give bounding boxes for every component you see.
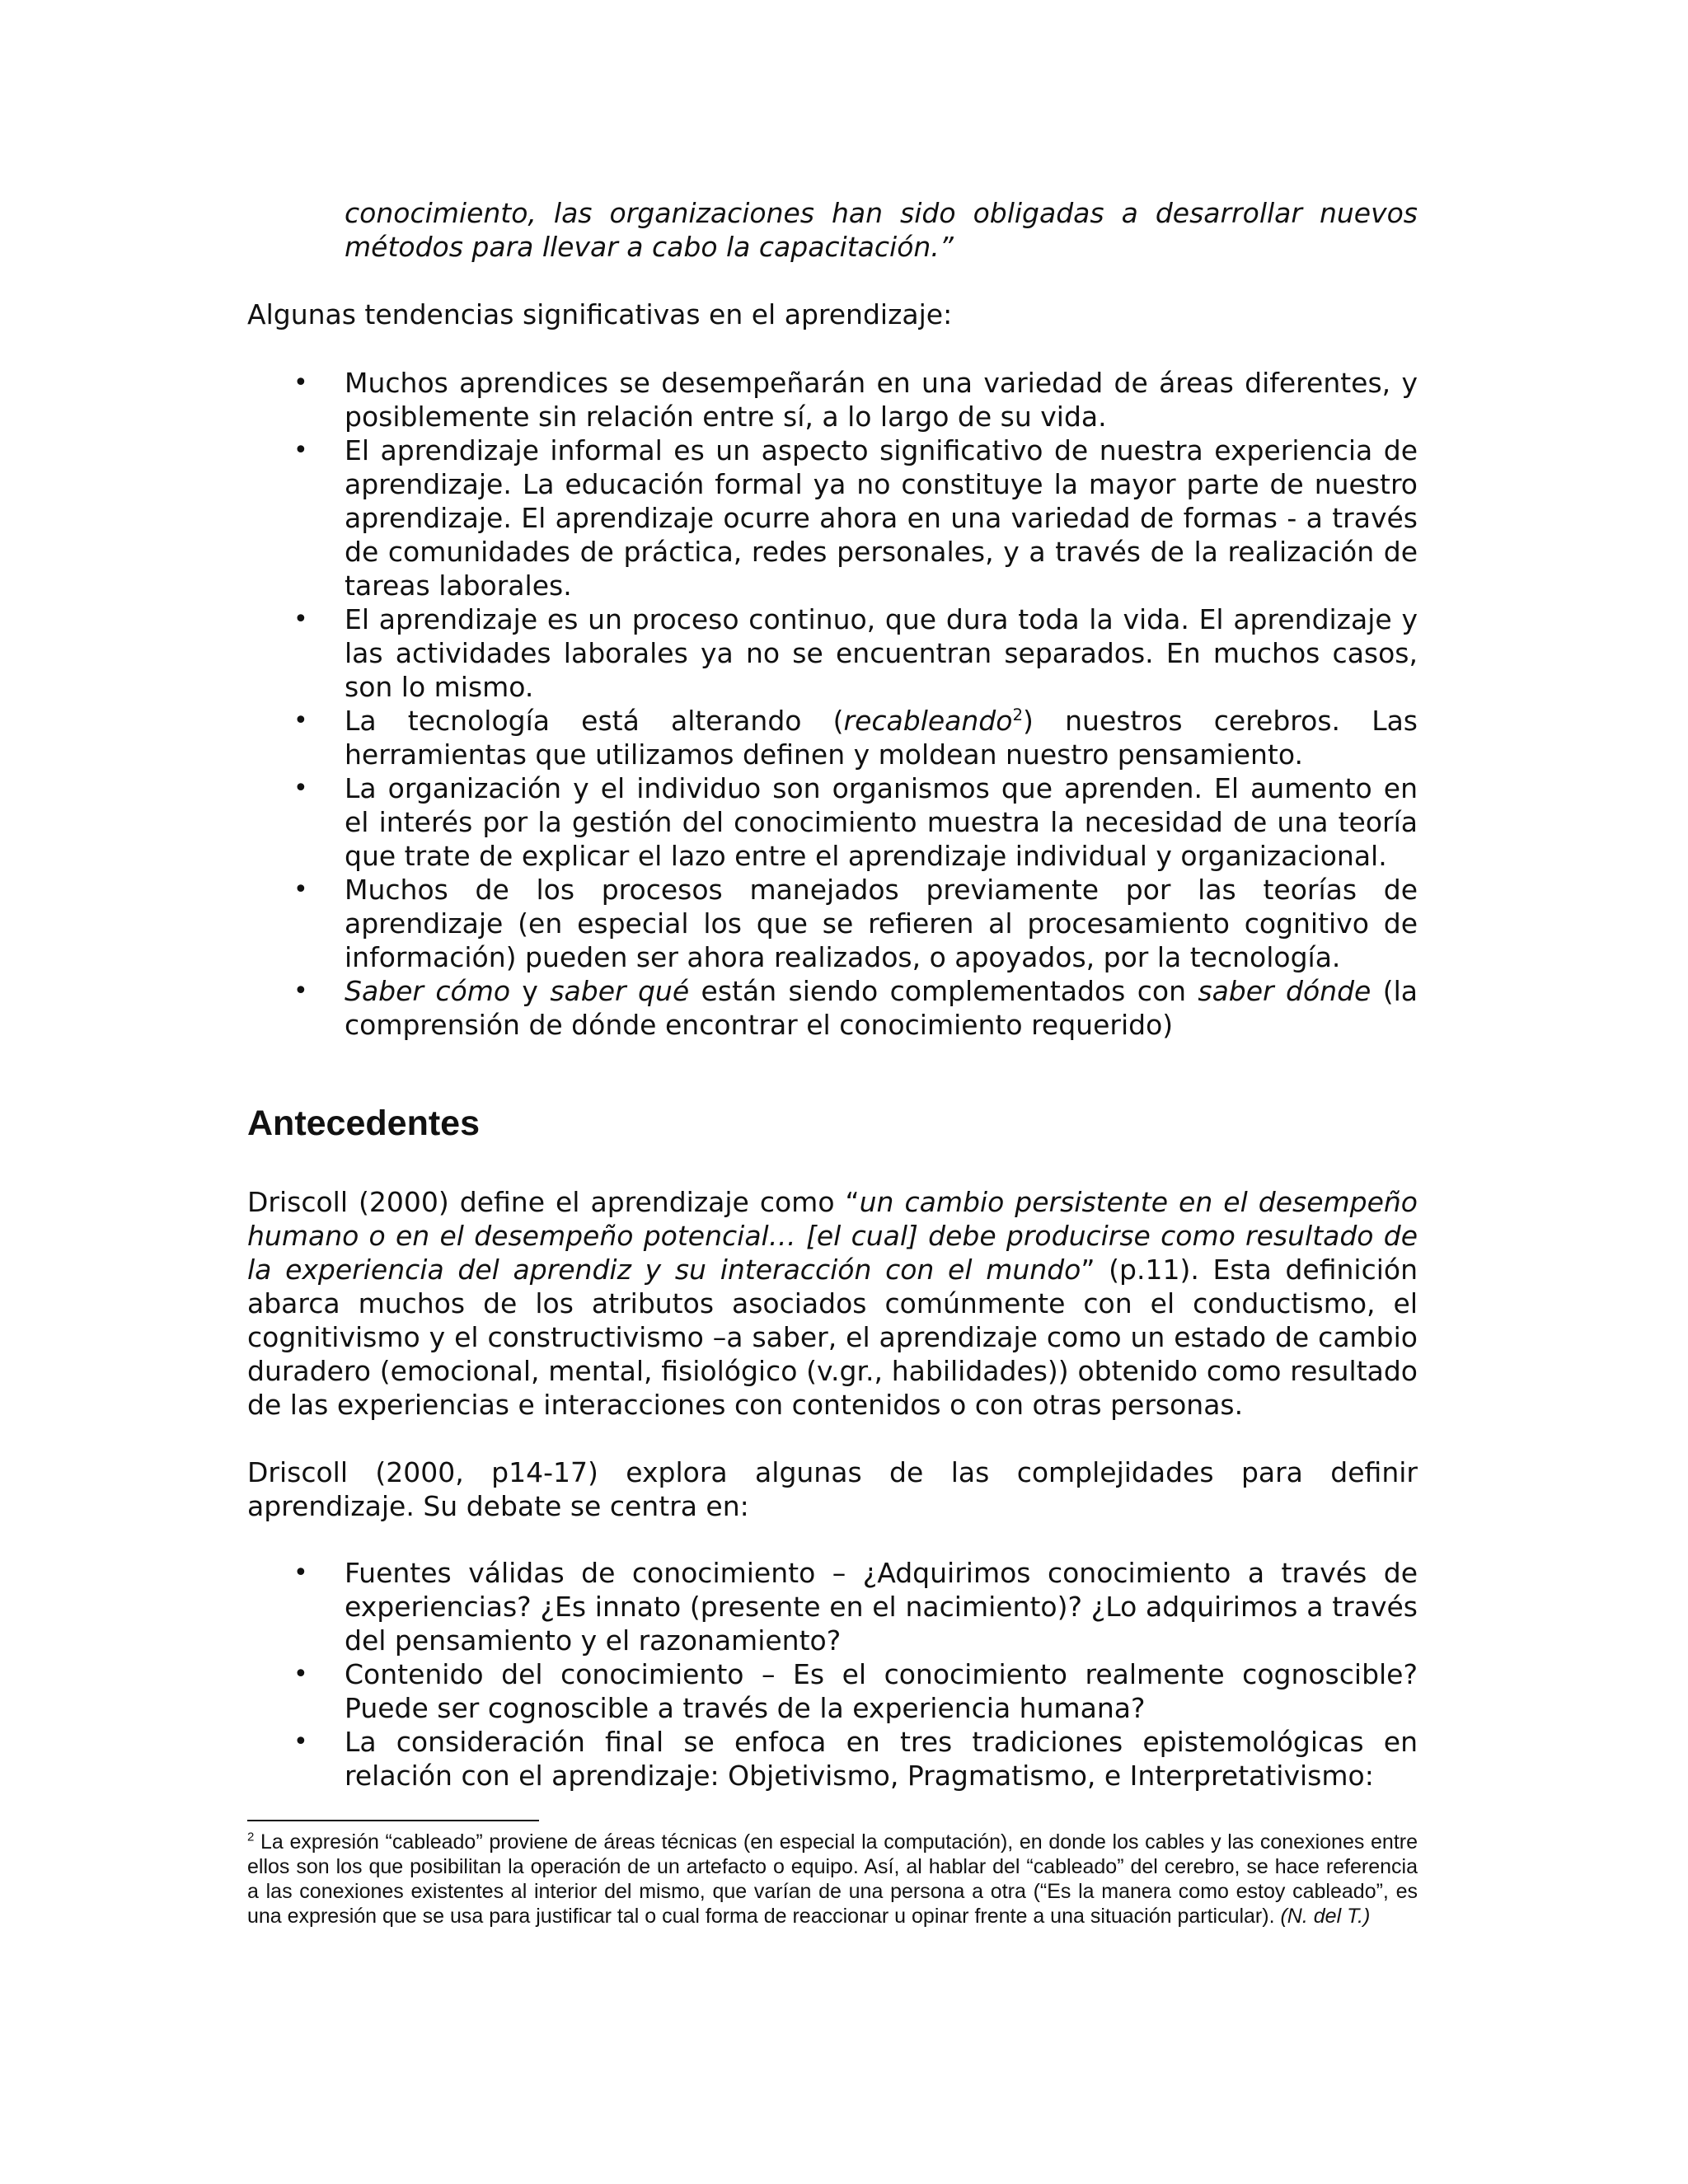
debate-list bbox=[247, 1556, 1418, 1793]
footnote-reference[interactable]: 2 bbox=[1012, 705, 1024, 724]
list-item-text: (la comprensión de dónde encontrar el conocimiento requerido) bbox=[345, 975, 1418, 1041]
emphasis-saber-como: Saber cómo bbox=[345, 975, 511, 1007]
bullet-icon: • bbox=[293, 368, 308, 397]
list-item-text: La consideración final se enfoca en tres tradiciones epistemológicas en relación con el aprendizaje: Objetivismo, Pragmatismo, e Interpretativismo: bbox=[345, 1726, 1418, 1792]
footnote-mark: 2 bbox=[247, 1830, 255, 1844]
emphasis-saber-donde: saber dónde bbox=[1198, 975, 1372, 1007]
list-item bbox=[247, 974, 1418, 1042]
bullet-icon: • bbox=[293, 706, 308, 735]
list-item-text-end: ) nuestros cerebros. Las herramientas que utilizamos definen y moldean nuestro pensamiento. bbox=[345, 705, 1418, 771]
footnote-separator bbox=[247, 1820, 539, 1821]
list-item-text: Contenido del conocimiento – Es el conocimiento realmente cognoscible? Puede ser cognoscible a través de la experiencia humana? bbox=[345, 1658, 1418, 1724]
list-item bbox=[247, 704, 1418, 771]
footnote-text: La expresión “cableado” proviene de áreas técnicas (en especial la computación), en donde los cables y las conexiones entre ellos son los que posibilitan la operación de un artefacto o equipo. Así, al hablar del “cableado” del cerebro, se hace referencia a las conexiones existentes al interior del mismo, que varían de una persona a otra (“Es la manera como estoy cableado”, es una expresión que se usa para justificar tal o cual forma de reaccionar u opinar frente a una situación particular). bbox=[247, 1830, 1418, 1928]
bullet-icon: • bbox=[293, 1558, 308, 1587]
list-item-text: están siendo complementados con bbox=[689, 975, 1198, 1007]
paragraph-text: Driscoll (2000) define el aprendizaje como “ bbox=[247, 1186, 860, 1218]
quoted-definition: un cambio persistente en el desempeño humano o en el desempeño potencial… [el cual] debe producirse como resultado de la experiencia del aprendiz y su interacción con el mundo bbox=[247, 1186, 1418, 1286]
list-item-text: La organización y el individuo son organismos que aprenden. El aumento en el interés por la gestión del conocimiento muestra la necesidad de una teoría que trate de explicar el lazo entre el aprendizaje individual y organizacional. bbox=[345, 772, 1418, 872]
trends-intro: Algunas tendencias significativas en el aprendizaje: bbox=[247, 298, 953, 330]
bullet-icon: • bbox=[293, 436, 308, 465]
translator-note: (N. del T.) bbox=[1280, 1905, 1371, 1928]
paragraph-definition bbox=[247, 1185, 1418, 1422]
emphasis-saber-que: saber qué bbox=[550, 975, 690, 1007]
emphasis-recableando: recableando bbox=[843, 705, 1013, 737]
list-item bbox=[247, 602, 1418, 704]
list-item bbox=[247, 873, 1418, 974]
list-item-text: Muchos de los procesos manejados previamente por las teorías de aprendizaje (en especial los que se refieren al procesamiento cognitivo de información) pueden ser ahora realizados, o apoyados, por la tecnología. bbox=[345, 874, 1418, 973]
trends-list bbox=[247, 366, 1418, 1042]
list-item bbox=[247, 771, 1418, 873]
list-item-text: El aprendizaje informal es un aspecto significativo de nuestra experiencia de aprendizaje. La educación formal ya no constituye la mayor parte de nuestro aprendizaje. El aprendizaje ocurre ahora en una variedad de formas - a través de comunidades de práctica, redes personales, y a través de la realización de tareas laborales. bbox=[345, 434, 1418, 602]
bullet-icon: • bbox=[293, 1727, 308, 1756]
list-item bbox=[247, 366, 1418, 434]
list-item bbox=[247, 1725, 1418, 1793]
paragraph-complexities: Driscoll (2000, p14-17) explora algunas de las complejidades para definir aprendizaje. Su debate se centra en: bbox=[247, 1456, 1418, 1522]
list-item bbox=[247, 434, 1418, 602]
section-heading: Antecedentes bbox=[247, 1104, 480, 1143]
list-item-text: El aprendizaje es un proceso continuo, que dura toda la vida. El aprendizaje y las actividades laborales ya no se encuentran separados. En muchos casos, son lo mismo. bbox=[345, 603, 1418, 703]
bullet-icon: • bbox=[293, 605, 308, 634]
list-item-text: y bbox=[510, 975, 551, 1007]
bullet-icon: • bbox=[293, 1660, 308, 1689]
bullet-icon: • bbox=[293, 875, 308, 904]
list-item-text: Muchos aprendices se desempeñarán en una variedad de áreas diferentes, y posiblemente sin relación entre sí, a lo largo de su vida. bbox=[345, 367, 1418, 433]
list-item bbox=[247, 1657, 1418, 1725]
paragraph-text: ” (p.11). Esta definición abarca muchos de los atributos asociados comúnmente con el conductismo, el cognitivismo y el constructivismo –a saber, el aprendizaje como un estado de cambio duradero (emocional, mental, fisiológico (v.gr., habilidades)) obtenido como resultado de las experiencias e interacciones con contenidos o con otras personas. bbox=[247, 1254, 1418, 1421]
list-item-text: Fuentes válidas de conocimiento – ¿Adquirimos conocimiento a través de experiencias? ¿Es innato (presente en el nacimiento)? ¿Lo adquirimos a través del pensamiento y el razonamiento? bbox=[345, 1557, 1418, 1657]
list-item-text-start: La tecnología está alterando ( bbox=[345, 705, 844, 737]
list-item bbox=[247, 1556, 1418, 1657]
bullet-icon: • bbox=[293, 774, 308, 803]
footnote bbox=[247, 1830, 1418, 1929]
block-quote-continuation: conocimiento, las organizaciones han sido obligadas a desarrollar nuevos métodos para llevar a cabo la capacitación.” bbox=[345, 197, 1418, 263]
bullet-icon: • bbox=[293, 977, 308, 1005]
